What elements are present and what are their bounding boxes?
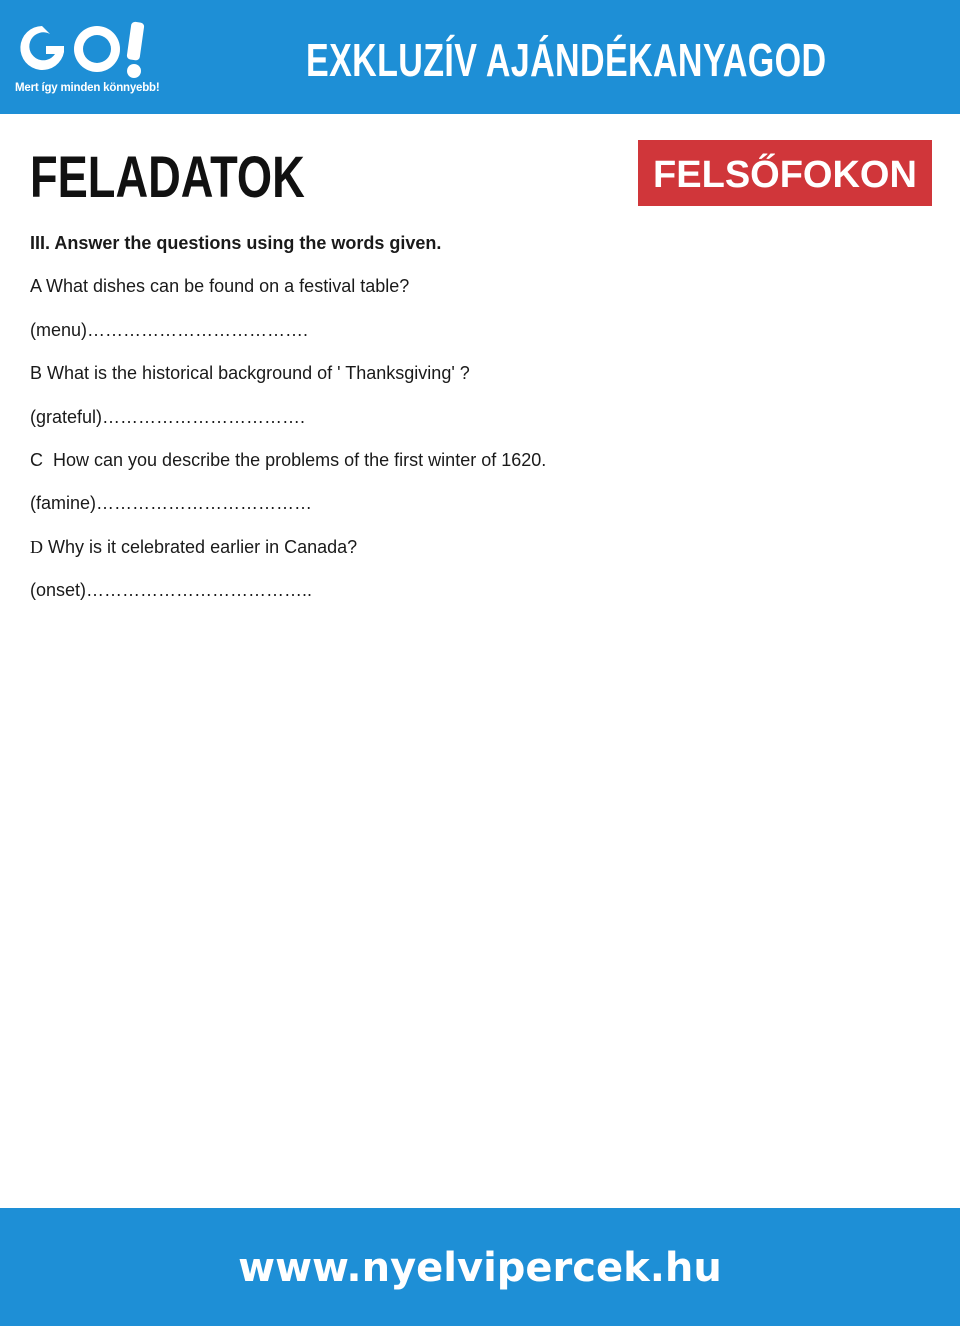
question-letter: D xyxy=(30,536,43,557)
header-banner xyxy=(0,0,960,114)
header-title: EXKLUZÍV AJÁNDÉKANYAGOD xyxy=(306,34,827,86)
answer-line-a[interactable]: (menu)………………………………. xyxy=(30,319,309,340)
website-link[interactable]: www.nyelvipercek.hu xyxy=(238,1245,722,1291)
footer-banner xyxy=(0,1208,960,1326)
question-text: What dishes can be found on a festival table? xyxy=(41,276,410,297)
question-c xyxy=(30,449,930,492)
question-b xyxy=(30,362,930,405)
question-letter: B xyxy=(30,363,43,384)
go-logo[interactable] xyxy=(14,18,160,98)
question-letter: C xyxy=(30,449,43,470)
question-text: Why is it celebrated earlier in Canada? xyxy=(43,536,358,557)
answer-line-c[interactable]: (famine)……………………………… xyxy=(30,493,313,514)
question-text: What is the historical background of ' Thanksgiving' ? xyxy=(42,363,470,384)
question-letter: A xyxy=(30,276,42,297)
question-d xyxy=(30,536,930,579)
level-badge: FELSŐFOKON xyxy=(638,140,932,206)
logo-tagline: Mert így minden könnyebb! xyxy=(15,82,160,94)
answer-line-d[interactable]: (onset)……………………………….. xyxy=(30,580,313,601)
exercise-content xyxy=(30,232,930,623)
answer-line-b[interactable]: (grateful)……………………………. xyxy=(30,406,306,427)
question-text: How can you describe the problems of the first winter of 1620. xyxy=(43,449,547,470)
exercise-instruction: III. Answer the questions using the words given. xyxy=(30,233,442,253)
go-logo-mark xyxy=(14,18,148,80)
question-a xyxy=(30,275,930,318)
page-title: FELADATOK xyxy=(30,145,305,210)
